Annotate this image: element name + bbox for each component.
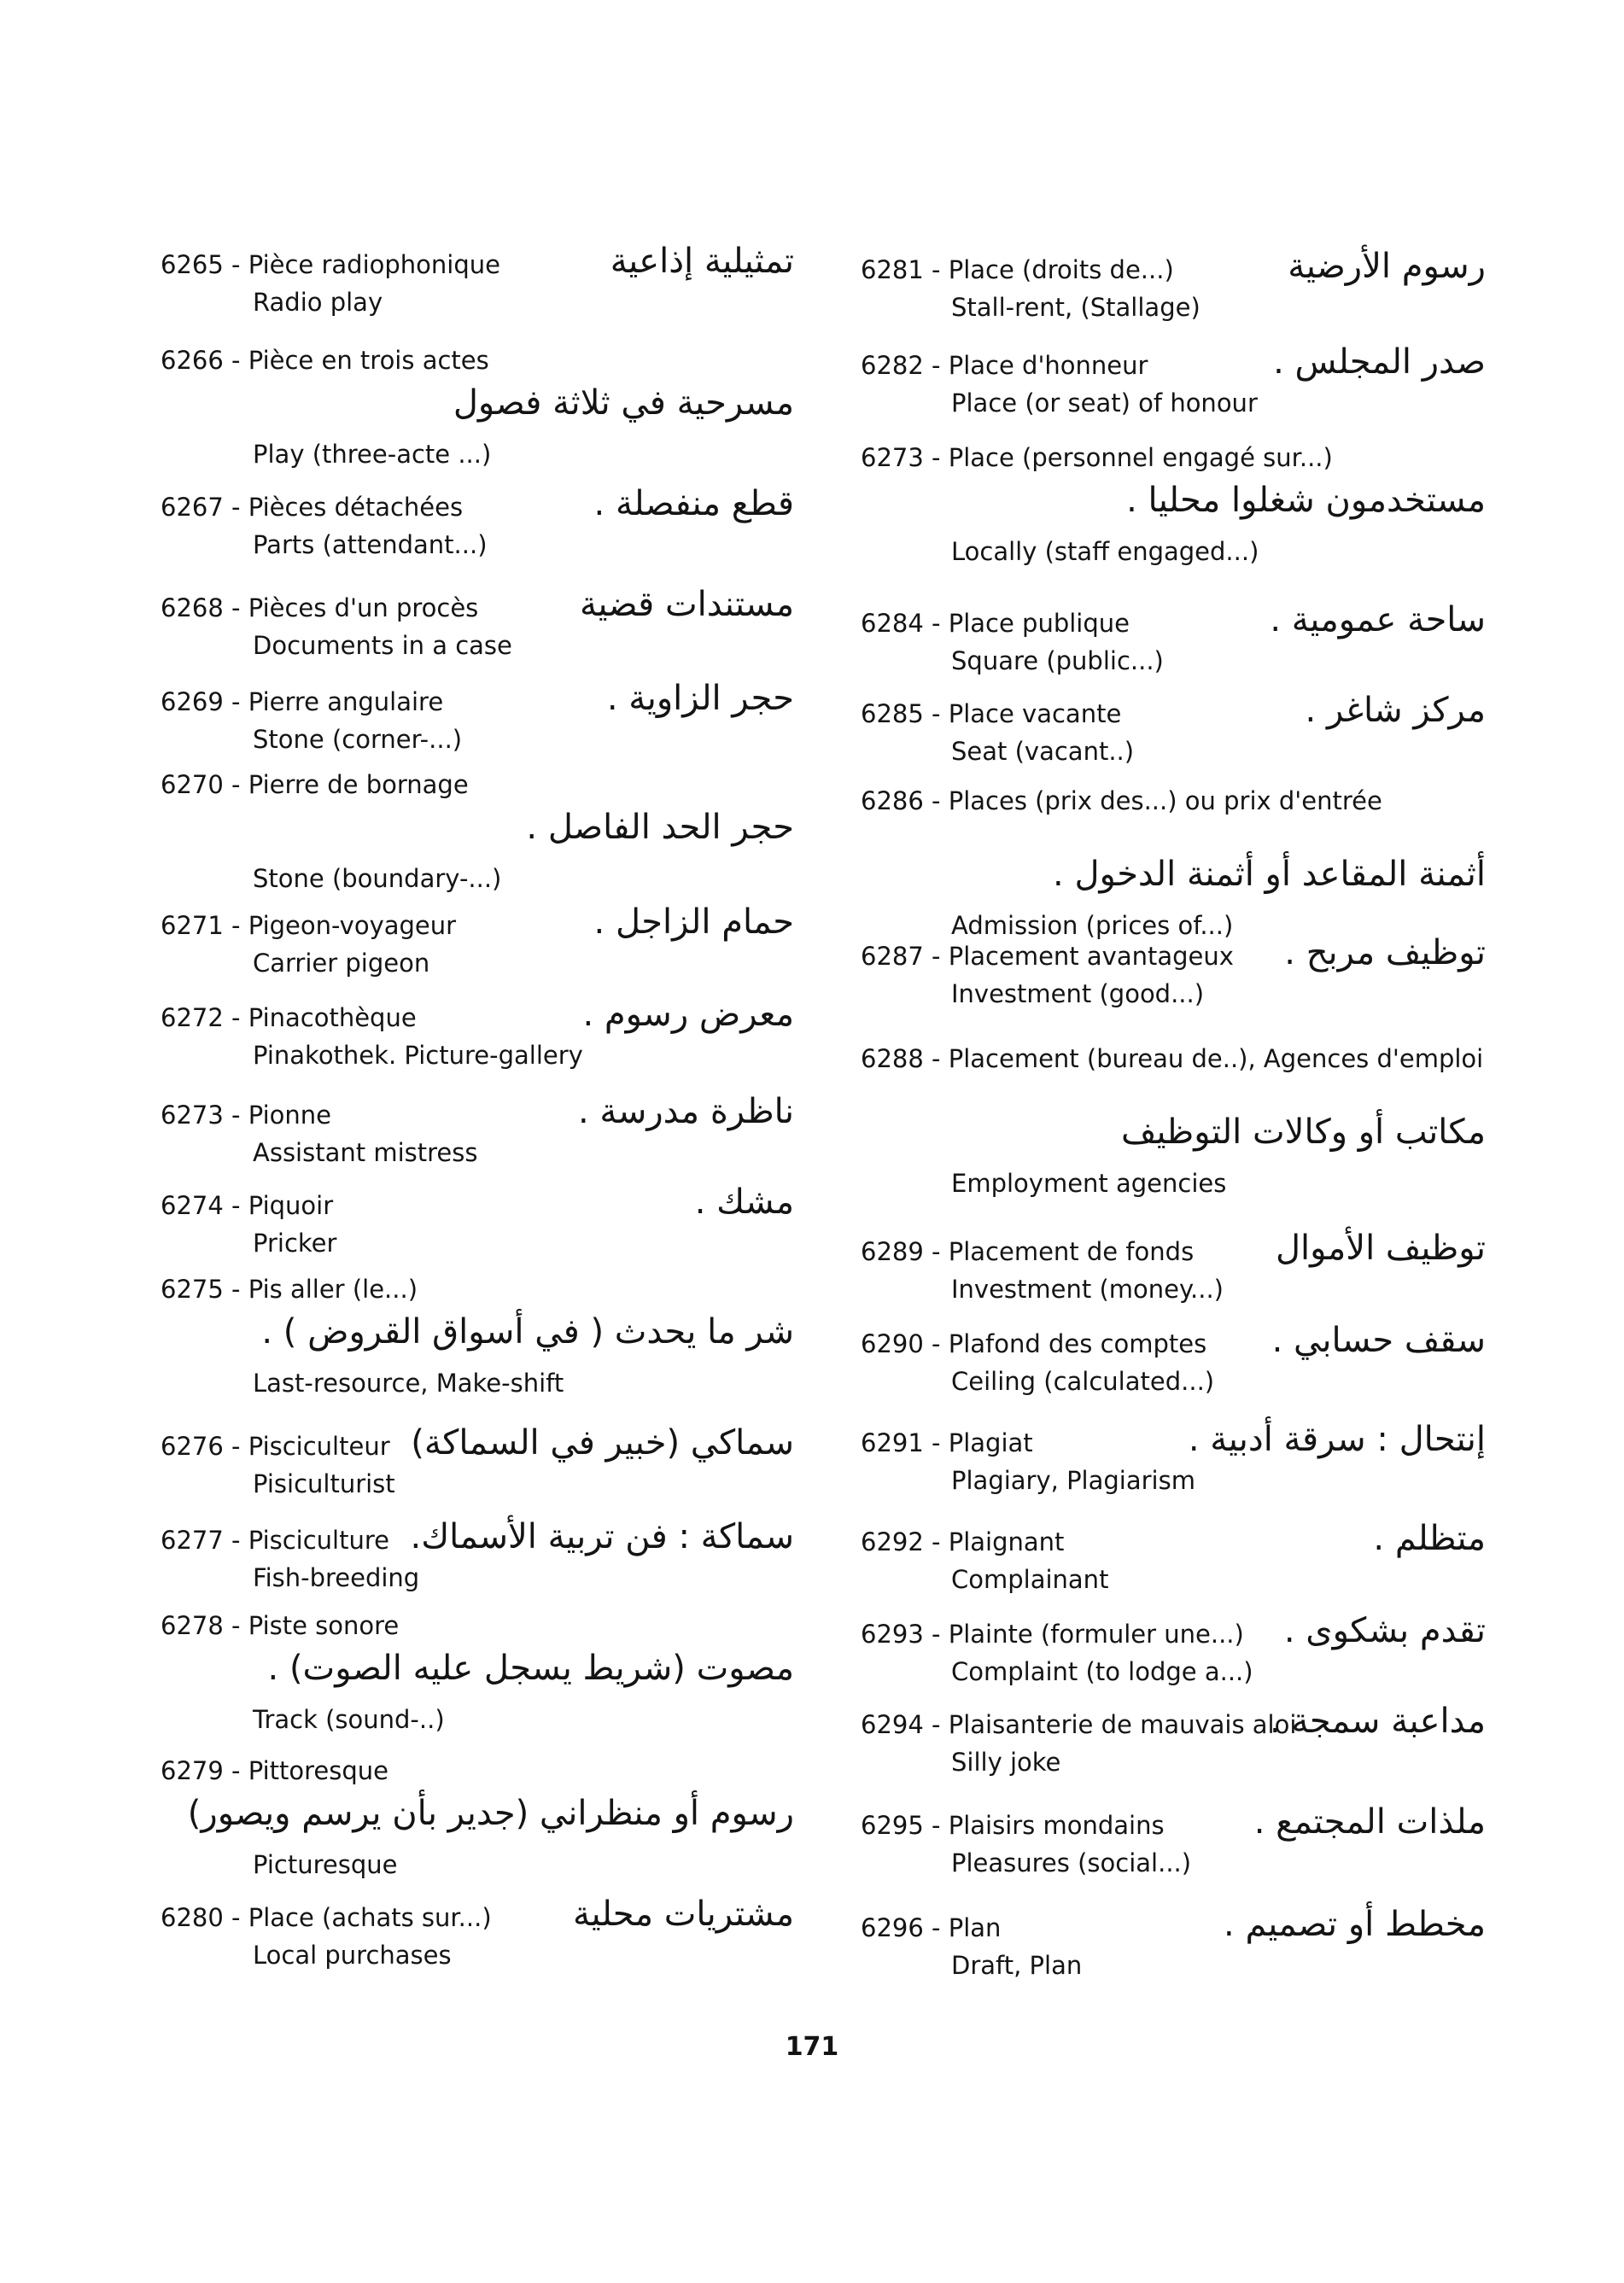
entry-english: Stall-rent, (Stallage) xyxy=(951,293,1200,322)
entry-number: 6265 xyxy=(161,250,224,279)
entry-number: 6277 xyxy=(161,1526,224,1555)
dictionary-entry xyxy=(0,1756,820,1879)
dictionary-entry xyxy=(0,770,820,893)
entry-number: 6285 xyxy=(861,699,924,728)
entry-number: 6286 xyxy=(861,786,924,815)
entry-french: Pièce en trois actes xyxy=(248,346,489,375)
entry-french: Pigeon-voyageur xyxy=(248,911,457,940)
dictionary-entry xyxy=(0,484,820,581)
entry-english: Complainant xyxy=(951,1565,1109,1594)
entry-number: 6290 xyxy=(861,1329,924,1358)
entry-number: 6271 xyxy=(161,911,224,940)
dictionary-entry xyxy=(0,679,820,775)
entry-arabic: مصوت (شريط يسجل عليه الصوت) . xyxy=(267,1649,794,1688)
entry-arabic: حجر الزاوية . xyxy=(606,679,794,718)
entry-number: 6289 xyxy=(861,1237,924,1266)
dictionary-entry xyxy=(0,995,820,1091)
dictionary-entry xyxy=(854,1702,1624,1798)
entry-french-line xyxy=(161,1003,417,1032)
entry-arabic: سقف حسابي . xyxy=(1271,1321,1486,1360)
entry-english: Picturesque xyxy=(253,1850,398,1879)
entry-separator: - xyxy=(923,351,949,380)
entry-english: Investment (good...) xyxy=(951,979,1205,1008)
entry-french-line xyxy=(861,1428,1033,1457)
entry-french-line xyxy=(161,593,479,622)
dictionary-entry xyxy=(0,1275,820,1398)
dictionary-entry xyxy=(0,242,820,338)
entry-french-line xyxy=(161,1756,388,1785)
entry-arabic: مستندات قضية xyxy=(579,585,794,624)
entry-french: Plaisirs mondains xyxy=(948,1811,1165,1840)
entry-separator: - xyxy=(923,699,949,728)
entry-french-line xyxy=(861,443,1333,472)
dictionary-entry xyxy=(854,1044,1624,1198)
entry-english: Silly joke xyxy=(951,1748,1061,1777)
entry-french-line xyxy=(861,1527,1065,1556)
entry-french-line xyxy=(161,1191,334,1220)
entry-separator: - xyxy=(923,255,949,284)
entry-separator: - xyxy=(223,1101,248,1130)
entry-arabic: صدر المجلس . xyxy=(1273,342,1486,382)
entry-separator: - xyxy=(223,911,248,940)
entry-french: Placement (bureau de..), Agences d'emploi xyxy=(948,1044,1484,1073)
entry-french-line xyxy=(161,1611,400,1640)
entry-arabic: مستخدمون شغلوا محليا . xyxy=(1126,481,1486,520)
entry-french: Place vacante xyxy=(948,699,1122,728)
entry-french-line xyxy=(861,1710,1297,1739)
entry-french-line xyxy=(161,770,469,799)
entry-separator: - xyxy=(223,250,248,279)
entry-number: 6281 xyxy=(861,255,924,284)
entry-french: Plagiat xyxy=(948,1428,1033,1457)
entry-french-line xyxy=(161,1103,331,1128)
entry-english: Plagiary, Plagiarism xyxy=(951,1466,1195,1495)
entry-separator: - xyxy=(923,1913,949,1942)
entry-french-line xyxy=(161,911,457,940)
entry-separator: - xyxy=(923,609,949,638)
entry-french-line xyxy=(861,699,1122,728)
entry-number: 6295 xyxy=(861,1811,924,1840)
entry-french: Plainte (formuler une...) xyxy=(948,1620,1244,1649)
entry-french: Plaignant xyxy=(948,1527,1065,1556)
dictionary-entry xyxy=(854,1420,1624,1516)
entry-arabic: رسوم أو منظراني (جدير بأن يرسم ويصور) xyxy=(187,1794,794,1833)
dictionary-entry xyxy=(0,1423,820,1520)
entry-arabic: رسوم الأرضية xyxy=(1288,247,1486,286)
entry-separator: - xyxy=(223,1432,248,1461)
dictionary-entry xyxy=(854,1229,1624,1325)
entry-english: Carrier pigeon xyxy=(253,949,430,978)
entry-separator: - xyxy=(923,1527,949,1556)
entry-english: Pricker xyxy=(253,1229,337,1258)
entry-english: Stone (corner-...) xyxy=(253,725,463,754)
entry-french-line xyxy=(861,1040,1503,1077)
entry-french-line xyxy=(161,1528,389,1553)
entry-french: Plaisanterie de mauvais aloi xyxy=(948,1710,1297,1739)
entry-number: 6269 xyxy=(161,687,224,716)
entry-english: Complaint (to lodge a...) xyxy=(951,1657,1253,1686)
entry-french: Placement avantageux xyxy=(948,942,1234,971)
dictionary-entry xyxy=(0,1895,820,1991)
entry-french-line xyxy=(861,1913,1002,1942)
dictionary-entry xyxy=(854,1802,1624,1899)
entry-english: Documents in a case xyxy=(253,631,512,660)
entry-arabic: مكاتب أو وكالات التوظيف xyxy=(1120,1112,1486,1152)
entry-separator: - xyxy=(923,1710,949,1739)
entry-separator: - xyxy=(223,593,248,622)
entry-french-line xyxy=(861,1622,1244,1647)
entry-arabic: توظيف مربح . xyxy=(1284,933,1486,972)
entry-french-line xyxy=(161,348,489,373)
entry-arabic: حجر الحد الفاصل . xyxy=(526,808,794,847)
entry-separator: - xyxy=(923,1428,949,1457)
entry-arabic: مشك . xyxy=(694,1182,794,1222)
entry-french: Place d'honneur xyxy=(948,351,1148,380)
dictionary-entry xyxy=(854,1519,1624,1615)
entry-english: Radio play xyxy=(253,288,383,317)
entry-french: Place (droits de...) xyxy=(948,255,1174,284)
entry-separator: - xyxy=(923,942,949,971)
entry-number: 6292 xyxy=(861,1527,924,1556)
entry-french: Pisciculteur xyxy=(248,1432,390,1461)
entry-english: Employment agencies xyxy=(951,1169,1227,1198)
entry-separator: - xyxy=(223,1756,248,1785)
entry-english: Local purchases xyxy=(253,1941,452,1970)
entry-french-line xyxy=(861,1329,1207,1358)
entry-french-line xyxy=(861,353,1148,378)
dictionary-entry xyxy=(854,933,1624,1030)
entry-number: 6296 xyxy=(861,1913,924,1942)
entry-french-line xyxy=(861,782,1503,820)
entry-french: Pisciculture xyxy=(248,1526,389,1555)
entry-number: 6275 xyxy=(161,1275,224,1304)
dictionary-entry xyxy=(0,1611,820,1734)
entry-number: 6273 xyxy=(861,443,924,472)
dictionary-entry xyxy=(854,1321,1624,1417)
entry-separator: - xyxy=(223,493,248,522)
entry-separator: - xyxy=(223,1275,248,1304)
entry-french-line xyxy=(861,611,1130,636)
entry-english: Investment (money...) xyxy=(951,1275,1224,1304)
entry-french: Place publique xyxy=(948,609,1130,638)
entry-french-line xyxy=(161,1277,418,1302)
entry-separator: - xyxy=(223,1903,248,1932)
entry-french-line xyxy=(161,1903,492,1932)
entry-english: Pisiculturist xyxy=(253,1469,395,1498)
entry-number: 6276 xyxy=(161,1432,224,1461)
entry-arabic: مركز شاغر . xyxy=(1305,691,1486,730)
dictionary-entry xyxy=(0,346,820,469)
entry-separator: - xyxy=(223,770,248,799)
dictionary-entry xyxy=(854,1905,1624,2001)
entry-english: Parts (attendant...) xyxy=(253,530,488,559)
entry-separator: - xyxy=(923,1237,949,1266)
entry-french: Plafond des comptes xyxy=(948,1329,1207,1358)
entry-separator: - xyxy=(923,1329,949,1358)
entry-arabic: حمام الزاجل . xyxy=(593,902,794,942)
entry-arabic: ناظرة مدرسة . xyxy=(577,1092,794,1131)
entry-number: 6267 xyxy=(161,493,224,522)
entry-separator: - xyxy=(923,443,949,472)
entry-french: Places (prix des...) ou prix d'entrée xyxy=(948,786,1382,815)
entry-english: Track (sound-..) xyxy=(253,1705,445,1734)
entry-english: Assistant mistress xyxy=(253,1138,478,1167)
entry-french: Plan xyxy=(948,1913,1002,1942)
entry-english: Seat (vacant..) xyxy=(951,737,1135,766)
dictionary-entry xyxy=(0,585,820,681)
dictionary-entry xyxy=(854,786,1624,940)
entry-french: Pionne xyxy=(248,1101,331,1130)
dictionary-entry xyxy=(854,600,1624,697)
entry-arabic: مخطط أو تصميم . xyxy=(1224,1905,1486,1944)
entry-number: 6291 xyxy=(861,1428,924,1457)
entry-english: Locally (staff engaged...) xyxy=(951,537,1259,566)
entry-french: Pittoresque xyxy=(248,1756,388,1785)
entry-number: 6280 xyxy=(161,1903,224,1932)
entry-french: Placement de fonds xyxy=(948,1237,1195,1266)
dictionary-entry xyxy=(854,691,1624,787)
entry-arabic: شر ما يحدث ( في أسواق القروض ) . xyxy=(261,1312,794,1352)
entry-english: Stone (boundary-...) xyxy=(253,864,502,893)
entry-english: Last-resource, Make-shift xyxy=(253,1369,564,1398)
entry-number: 6274 xyxy=(161,1191,224,1220)
entry-french-line xyxy=(861,255,1174,284)
entry-arabic: تقدم بشكوى . xyxy=(1283,1611,1486,1650)
entry-english: Admission (prices of...) xyxy=(951,911,1234,940)
entry-arabic: مشتريات محلية xyxy=(573,1895,794,1934)
entry-number: 6287 xyxy=(861,942,924,971)
entry-french: Piquoir xyxy=(248,1191,334,1220)
entry-number: 6288 xyxy=(861,1044,924,1073)
entry-arabic: سماكة : فن تربية الأسماك. xyxy=(410,1517,794,1556)
entry-separator: - xyxy=(223,687,248,716)
entry-separator: - xyxy=(923,1811,949,1840)
entry-number: 6278 xyxy=(161,1611,224,1640)
entry-number: 6266 xyxy=(161,346,224,375)
entry-french-line xyxy=(861,1237,1195,1266)
entry-english: Square (public...) xyxy=(951,646,1164,675)
entry-french: Pinacothèque xyxy=(248,1003,417,1032)
entry-separator: - xyxy=(923,1044,949,1073)
dictionary-entry xyxy=(0,902,820,999)
entry-french: Place (achats sur...) xyxy=(248,1903,492,1932)
entry-english: Pinakothek. Picture-gallery xyxy=(253,1041,583,1070)
entry-english: Ceiling (calculated...) xyxy=(951,1367,1215,1396)
entry-arabic: مداعبة سمجة . xyxy=(1270,1702,1486,1741)
entry-french-line xyxy=(861,944,1234,969)
entry-number: 6284 xyxy=(861,609,924,638)
entry-french-line xyxy=(161,687,444,716)
entry-number: 6279 xyxy=(161,1756,224,1785)
entry-french: Place (personnel engagé sur...) xyxy=(948,443,1333,472)
entry-arabic: ملذات المجتمع . xyxy=(1253,1802,1486,1842)
entry-arabic: متظلم . xyxy=(1373,1519,1486,1558)
entry-arabic: مسرحية في ثلاثة فصول xyxy=(453,383,794,423)
entry-french-line xyxy=(161,1434,390,1459)
dictionary-entry xyxy=(854,443,1624,566)
entry-french: Pièce radiophonique xyxy=(248,250,500,279)
entry-french: Pis aller (le...) xyxy=(248,1275,418,1304)
dictionary-entry xyxy=(0,1517,820,1614)
dictionary-entry xyxy=(854,247,1624,343)
entry-separator: - xyxy=(223,346,248,375)
entry-arabic: معرض رسوم . xyxy=(582,995,794,1034)
entry-english: Fish-breeding xyxy=(253,1563,420,1592)
entry-english: Place (or seat) of honour xyxy=(951,388,1258,417)
entry-separator: - xyxy=(923,786,949,815)
entry-separator: - xyxy=(223,1003,248,1032)
entry-separator: - xyxy=(223,1191,248,1220)
dictionary-entry xyxy=(0,1182,820,1279)
entry-arabic: سماكي (خبير في السماكة) xyxy=(411,1423,794,1463)
entry-french: Pièces d'un procès xyxy=(248,593,479,622)
dictionary-entry xyxy=(854,1611,1624,1708)
entry-english: Draft, Plan xyxy=(951,1951,1083,1980)
page-number: 171 xyxy=(785,2032,839,2062)
entry-arabic: قطع منفصلة . xyxy=(593,484,794,523)
entry-number: 6272 xyxy=(161,1003,224,1032)
entry-arabic: أثمنة المقاعد أو أثمنة الدخول . xyxy=(1053,855,1486,894)
entry-number: 6294 xyxy=(861,1710,924,1739)
entry-french: Piste sonore xyxy=(248,1611,400,1640)
dictionary-entry xyxy=(0,1092,820,1188)
entry-number: 6268 xyxy=(161,593,224,622)
entry-french: Pièces détachées xyxy=(248,493,464,522)
entry-number: 6273 xyxy=(161,1101,224,1130)
entry-arabic: توظيف الأموال xyxy=(1275,1229,1486,1268)
entry-arabic: إنتحال : سرقة أدبية . xyxy=(1188,1420,1486,1459)
entry-english: Pleasures (social...) xyxy=(951,1848,1192,1877)
entry-english: Play (three-acte ...) xyxy=(253,440,492,469)
entry-arabic: ساحة عمومية . xyxy=(1270,600,1486,639)
entry-separator: - xyxy=(923,1620,949,1649)
entry-french-line xyxy=(161,250,500,279)
entry-arabic: تمثيلية إذاعية xyxy=(610,242,794,281)
dictionary-entry xyxy=(854,342,1624,439)
entry-french: Pierre de bornage xyxy=(248,770,469,799)
entry-french-line xyxy=(161,495,463,520)
entry-french-line xyxy=(861,1813,1165,1838)
entry-number: 6293 xyxy=(861,1620,924,1649)
entry-separator: - xyxy=(223,1611,248,1640)
entry-number: 6282 xyxy=(861,351,924,380)
entry-separator: - xyxy=(223,1526,248,1555)
entry-french: Pierre angulaire xyxy=(248,687,444,716)
entry-number: 6270 xyxy=(161,770,224,799)
